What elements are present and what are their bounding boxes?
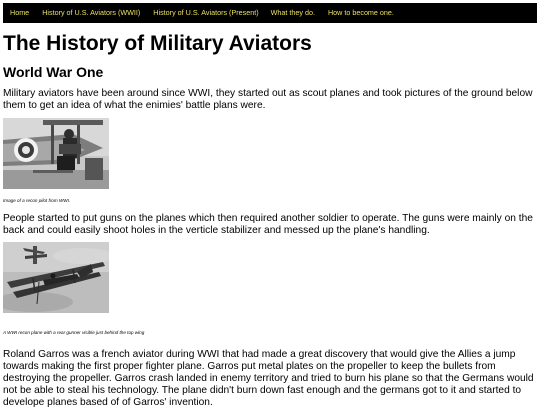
paragraph-recon: Military aviators have been around since WWI, they started out as scout planes and took pictures of the ground below them to get an idea of what the enimies' battle plans were. <box>3 88 533 111</box>
section-title: World War One <box>3 64 104 80</box>
nav-link-history-wwii[interactable]: History of U.S. Aviators (WWII) <box>42 8 141 17</box>
paragraph-guns: People started to put guns on the planes which then required another soldier to operate. The guns were mainly on the back and could easily shoot holes in the verticle stabilizer and messed up the plane's handling. <box>3 213 533 236</box>
nav-bar <box>3 3 537 23</box>
recon-pilot-photo <box>3 118 109 189</box>
recon-plane-photo <box>3 242 109 313</box>
paragraph-garros: Roland Garros was a french aviator during WWI that had made a great discovery that would give the Allies a jump towards making the first proper fighter plane. Garros put metal plates on the propeller to keep the bullets from destroying the propeller. Garros crash landed in enemy territory and tried to burn his plane so that the Germans would not be able to steal his technology. The plane didn't burn down fast enough and the germans got to it and started to develope planes based of of Garros' invention. <box>3 349 534 408</box>
nav-link-what-they-do[interactable]: What they do. <box>270 8 315 17</box>
nav-link-history-present[interactable]: History of U.S. Aviators (Present) <box>153 8 259 17</box>
nav-link-how-to-become[interactable]: How to become one. <box>327 8 394 17</box>
nav-link-home[interactable]: Home <box>10 8 30 17</box>
recon-plane-caption: A WWI recon plane with a rear gunner visible just behind the top wing <box>3 330 145 335</box>
page-title: The History of Military Aviators <box>3 32 312 55</box>
recon-pilot-caption: Image of a recon pilot from WWI. <box>3 198 71 203</box>
